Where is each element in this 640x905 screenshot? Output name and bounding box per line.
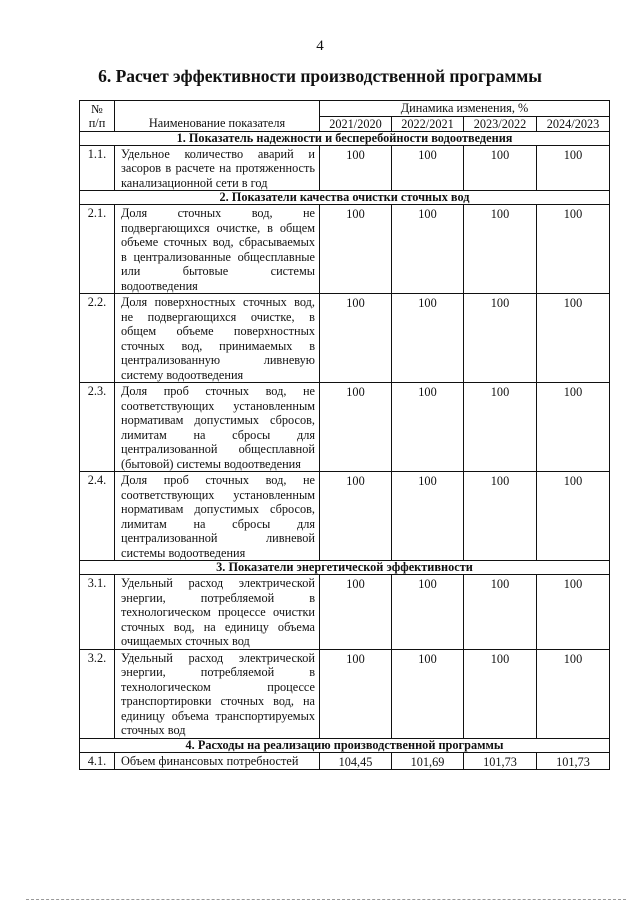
row-value: 100 [464,383,537,472]
table-row [80,205,610,294]
row-value: 100 [537,145,610,191]
row-value: 100 [320,472,392,561]
row-number: 2.4. [80,472,115,561]
row-number: 2.2. [80,294,115,383]
header-number-line1: № [91,102,103,116]
table-row [80,383,610,472]
row-value: 100 [320,294,392,383]
section-title: 1. Показатель надежности и бесперебойности водоотведения [80,131,610,145]
row-value: 100 [392,649,464,738]
row-value: 100 [320,383,392,472]
section-row [80,191,610,205]
row-value: 100 [320,205,392,294]
section-title: 2. Показатели качества очистки сточных вод [80,191,610,205]
row-value: 100 [537,575,610,650]
row-value: 100 [320,145,392,191]
row-name: Доля проб сточных вод, не соответствующих установленным нормативам допустимых сбросов, лимитам на сбросы для централизованной общесплавной (бытовой) системы водоотведения [115,383,320,472]
row-number: 3.1. [80,575,115,650]
table-row [80,752,610,770]
section-title: 4. Расходы на реализацию производственной программы [80,738,610,752]
row-name: Удельный расход электрической энергии, потребляемой в технологическом процессе очистки сточных вод, на единицу объема очищаемых сточных вод [115,575,320,650]
row-name: Доля поверхностных сточных вод, не подвергающихся очистке, в общем объеме поверхностных сточных вод, принимаемых в централизованную ливневую систему водоотведения [115,294,320,383]
row-number: 1.1. [80,145,115,191]
row-name: Удельный расход электрической энергии, потребляемой в технологическом процессе транспортировки сточных вод, на единицу объема транспортируемых сточных вод [115,649,320,738]
row-value: 100 [464,472,537,561]
efficiency-table [79,100,610,770]
row-value: 100 [392,383,464,472]
row-value: 100 [464,649,537,738]
row-value: 100 [464,575,537,650]
header-year: 2021/2020 [320,116,392,131]
row-value: 101,73 [537,752,610,770]
section-row [80,131,610,145]
row-value: 101,73 [464,752,537,770]
table-row [80,145,610,191]
table-row [80,472,610,561]
header-year: 2022/2021 [392,116,464,131]
row-value: 100 [464,205,537,294]
row-value: 100 [464,294,537,383]
row-value: 100 [537,649,610,738]
row-number: 2.1. [80,205,115,294]
table-row [80,294,610,383]
row-name: Удельное количество аварий и засоров в расчете на протяженность канализационной сети в год [115,145,320,191]
row-value: 100 [537,472,610,561]
table-row [80,649,610,738]
page-number: 4 [316,38,324,54]
row-value: 100 [464,145,537,191]
row-value: 100 [537,383,610,472]
row-value: 100 [537,294,610,383]
header-dynamics: Динамика изменения, % [320,101,610,117]
row-value: 101,69 [392,752,464,770]
row-value: 100 [392,205,464,294]
row-value: 100 [392,575,464,650]
row-value: 100 [537,205,610,294]
row-name: Объем финансовых потребностей [115,752,320,770]
header-number [80,101,115,132]
header-year: 2023/2022 [464,116,537,131]
row-name: Доля сточных вод, не подвергающихся очистке, в общем объеме сточных вод, сбрасываемых в централизованные общесплавные или бытовые системы водоотведения [115,205,320,294]
section-row [80,561,610,575]
page-title: 6. Расчет эффективности производственной программы [98,66,542,86]
row-number: 3.2. [80,649,115,738]
row-value: 100 [320,649,392,738]
header-name: Наименование показателя [115,101,320,132]
row-value: 104,45 [320,752,392,770]
section-title: 3. Показатели энергетической эффективности [80,561,610,575]
table-row [80,575,610,650]
section-row [80,738,610,752]
scan-edge-divider [26,899,626,900]
row-name: Доля проб сточных вод, не соответствующих установленным нормативам допустимых сбросов, лимитам на сбросы для централизованной ливневой системы водоотведения [115,472,320,561]
header-year: 2024/2023 [537,116,610,131]
row-value: 100 [320,575,392,650]
row-number: 2.3. [80,383,115,472]
header-number-line2: п/п [88,116,106,130]
row-value: 100 [392,145,464,191]
row-value: 100 [392,294,464,383]
row-value: 100 [392,472,464,561]
row-number: 4.1. [80,752,115,770]
